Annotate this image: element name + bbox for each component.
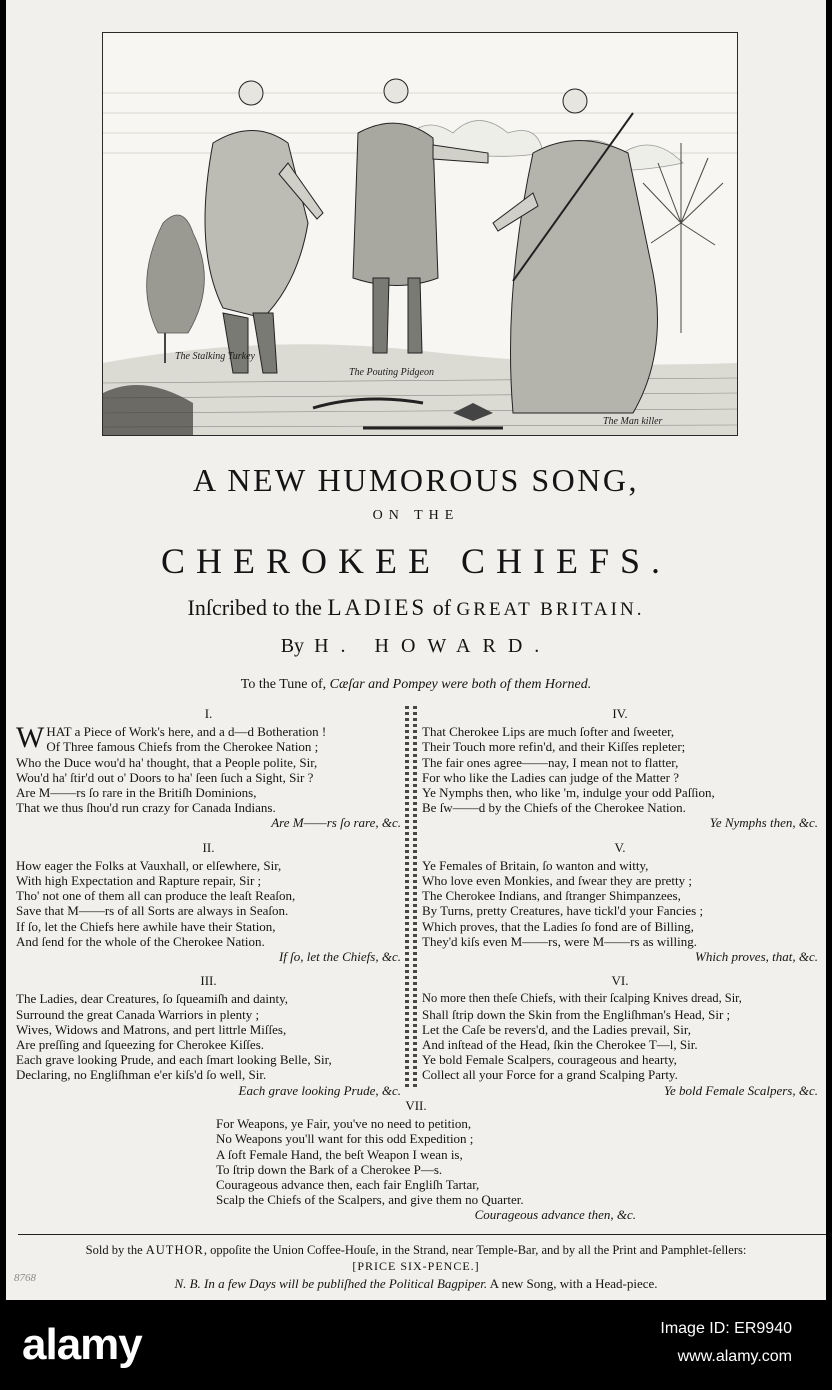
broadside-sheet bbox=[6, 0, 826, 1300]
stanza-6: VI. No more then theſe Chiefs, with their ſcalping Knives dread, Sir, Shall ſtrip down the Skin from the Engliſhman's Head, Sir ; Let the Caſe be revers'd, and the Ladies prevail, Sir, And inſtead of the Head, ſkin the Cherokee T—l, Sir. Ye bold Female Scalpers, courageous and hearty, Collect all your Force for a grand Scalping Party. Ye bold Female Scalpers, &c. bbox=[422, 973, 818, 1098]
nb-line: N. B. In a few Days will be publiſhed the Political Bagpiper. A new Song, with a Head-piece. bbox=[174, 1276, 658, 1291]
image-id: Image ID: ER9940 bbox=[660, 1320, 792, 1337]
byline: By H. HOWARD. bbox=[280, 635, 552, 657]
tune-line: To the Tune of, Cæſar and Pompey were both of them Horned. bbox=[240, 677, 592, 692]
title-line-3: CHEROKEE CHIEFS. bbox=[160, 541, 672, 581]
caption-stalking-turkey: The Stalking Turkey bbox=[175, 351, 255, 362]
inscription: Inſcribed to the LADIES of GREAT BRITAIN. bbox=[187, 595, 645, 620]
right-column bbox=[422, 706, 818, 1107]
drop-cap: W bbox=[16, 721, 45, 755]
stanza-1: I. W HAT a Piece of Work's here, and a d—d Botheration ! Of Three famous Chiefs from the Cherokee Nation ; Who the Duce wou'd ha' thought, that a People polite, Sir, Wou'd ha' ſtir'd out o' Doors to ha' ſeen ſuch a Sight, Sir ? Are M——rs ſo rare in the Britiſh Dominions, That we thus ſhou'd run crazy for Canada Indians. Are M——rs ſo rare, &c. bbox=[16, 706, 401, 831]
engraving-illustration bbox=[102, 32, 738, 436]
sold-by-line: Sold by the AUTHOR, oppoſite the Union Coffee-Houſe, in the Strand, near Temple-Bar, and by all the Print and Pamphlet-ſellers: bbox=[85, 1243, 747, 1257]
stanza-7: VII. For Weapons, ye Fair, you've no need to petition, No Weapons you'll want for this odd Expedition ; A ſoft Female Hand, the beſt Weapon I wean is, To ſtrip down the Bark of a Cherokee P—s. Courageous advance then, each fair Engliſh Tartar, Scalp the Chiefs of the Scalpers, and give them no Quarter. Courageous advance then, &c. bbox=[216, 1098, 636, 1223]
site-url: www.alamy.com bbox=[677, 1348, 792, 1365]
footer-rule bbox=[18, 1234, 826, 1235]
caption-man-killer: The Man killer bbox=[603, 416, 663, 427]
title-line-2: ON THE bbox=[372, 508, 460, 523]
stanza-2: II. How eager the Folks at Vauxhall, or elſewhere, Sir, With high Expectation and Rapture repair, Sir ; Tho' not one of them all can produce the leaſt Reaſon, Save that M——rs of all Sorts are always in Seaſon. If ſo, let the Chiefs here awhile have their Station, And ſend for the whole of the Cherokee Nation. If ſo, let the Chiefs, &c. bbox=[16, 839, 401, 965]
stanza-4: IV. That Cherokee Lips are much ſofter and ſweeter, Their Touch more refin'd, and their Kiſſes repleter; The fair ones agree——nay, I mean not to flatter, For who like the Ladies can judge of the Matter ? Ye Nymphs then, who like 'm, indulge your odd Paſſion, Be ſw——d by the Chiefs of the Cherokee Nation. Ye Nymphs then, &c. bbox=[422, 706, 818, 831]
left-column bbox=[16, 706, 401, 1107]
price-line: [PRICE SIX-PENCE.] bbox=[352, 1259, 480, 1273]
title-line-1: A NEW HUMOROUS SONG, bbox=[193, 462, 639, 498]
stanza-5: V. Ye Females of Britain, ſo wanton and witty, Who love even Monkies, and ſwear they are pretty ; The Cherokee Indians, and ſtranger Shimpanzees, By Turns, pretty Creatures, have tickl'd your Fancies ; Which proves, that the Ladies ſo fond are of Billing, They'd kiſs even M——rs, were M——rs as willing. Which proves, that, &c. bbox=[422, 839, 818, 965]
pencil-note: 8768 bbox=[14, 1272, 36, 1284]
stanza-3: III. The Ladies, dear Creatures, ſo ſqueamiſh and dainty, Surround the great Canada Warriors in plenty ; Wives, Widows and Matrons, and pert littrle Miſſes, Are preſſing and ſqueezing for Cherokee Kiſſes. Each grave looking Prude, and each ſmart looking Belle, Sir, Declaring, no Engliſhman e'er kiſs'd ſo well, Sir. Each grave looking Prude, &c. bbox=[16, 973, 401, 1098]
caption-pouting-pidgeon: The Pouting Pidgeon bbox=[349, 367, 434, 378]
alamy-logo: alamy bbox=[22, 1320, 142, 1369]
ornamental-column-divider bbox=[405, 706, 417, 1088]
